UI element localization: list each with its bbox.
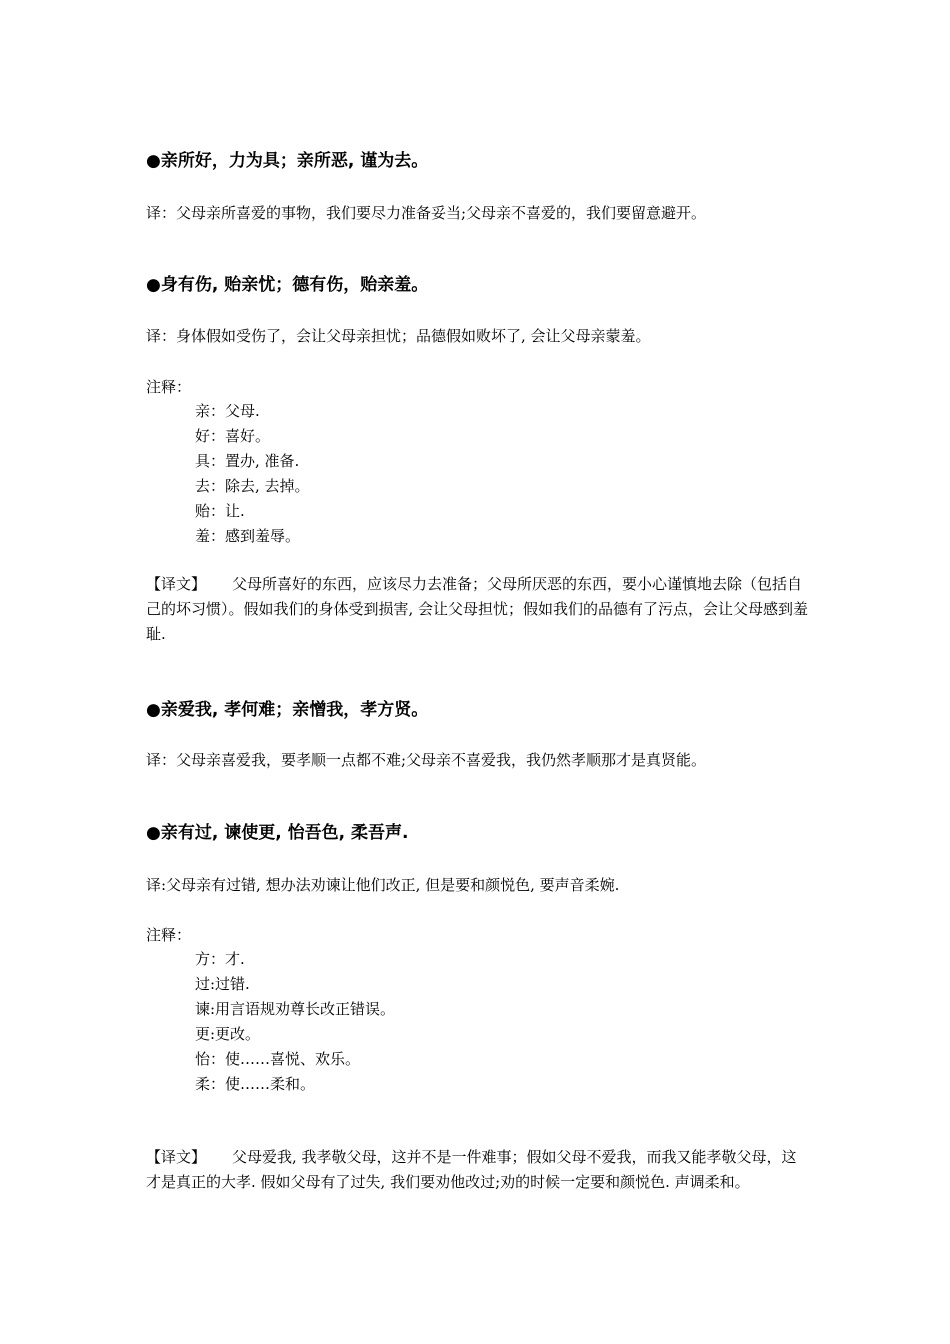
note-item: 羞：感到羞辱。 [195, 527, 301, 545]
note-item: 具：置办, 准备. [195, 452, 300, 470]
verse-translation-2: 译：身体假如受伤了，会让父母亲担忧；品德假如败坏了, 会让父母亲蒙羞。 [146, 327, 651, 345]
note-item: 亲：父母. [195, 402, 260, 420]
note-item: 好：喜好。 [195, 427, 271, 445]
verse-translation-4: 译:父母亲有过错, 想办法劝谏让他们改正, 但是要和颜悦色, 要声音柔婉. [146, 876, 620, 894]
notes-label-1: 注释： [146, 378, 192, 396]
note-item: 更:更改。 [195, 1025, 261, 1043]
note-item: 柔：使……柔和。 [195, 1075, 316, 1093]
note-item: 方：才. [195, 950, 245, 968]
verse-heading-1: ●亲所好，力为具；亲所恶, 谨为去。 [146, 151, 429, 171]
verse-translation-1: 译：父母亲所喜爱的事物，我们要尽力准备妥当;父母亲不喜爱的，我们要留意避开。 [146, 204, 707, 222]
translation-tag: 【译文】 [146, 575, 207, 593]
note-item: 怡：使……喜悦、欢乐。 [195, 1050, 361, 1068]
translation-paragraph-2 [146, 1145, 810, 1195]
note-item: 谏:用言语规劝尊长改正错误。 [195, 1000, 396, 1018]
verse-translation-3: 译：父母亲喜爱我，要孝顺一点都不难;父母亲不喜爱我，我仍然孝顺那才是真贤能。 [146, 751, 707, 769]
note-item: 去：除去, 去掉。 [195, 477, 310, 495]
translation-tag: 【译文】 [146, 1148, 207, 1166]
translation-body: 父母爱我, 我孝敬父母，这并不是一件难事；假如父母不爱我，而我又能孝敬父母，这才是真正的大孝. 假如父母有了过失, 我们要劝他改过;劝的时候一定要和颜悦色. 声调柔和。 [146, 1148, 797, 1191]
notes-label-2: 注释： [146, 926, 192, 944]
verse-heading-3: ●亲爱我, 孝何难；亲憎我，孝方贤。 [146, 700, 429, 720]
translation-paragraph-1 [146, 572, 810, 647]
verse-heading-4: ●亲有过, 谏使更, 怡吾色, 柔吾声. [146, 823, 409, 843]
note-item: 过:过错. [195, 975, 250, 993]
note-item: 贻：让. [195, 502, 245, 520]
verse-heading-2: ●身有伤, 贻亲忧；德有伤，贻亲羞。 [146, 275, 429, 295]
translation-body: 父母所喜好的东西，应该尽力去准备；父母所厌恶的东西，要小心谨慎地去除（包括自己的坏习惯）。假如我们的身体受到损害, 会让父母担忧；假如我们的品德有了污点，会让父母感到羞耻. [146, 575, 809, 643]
